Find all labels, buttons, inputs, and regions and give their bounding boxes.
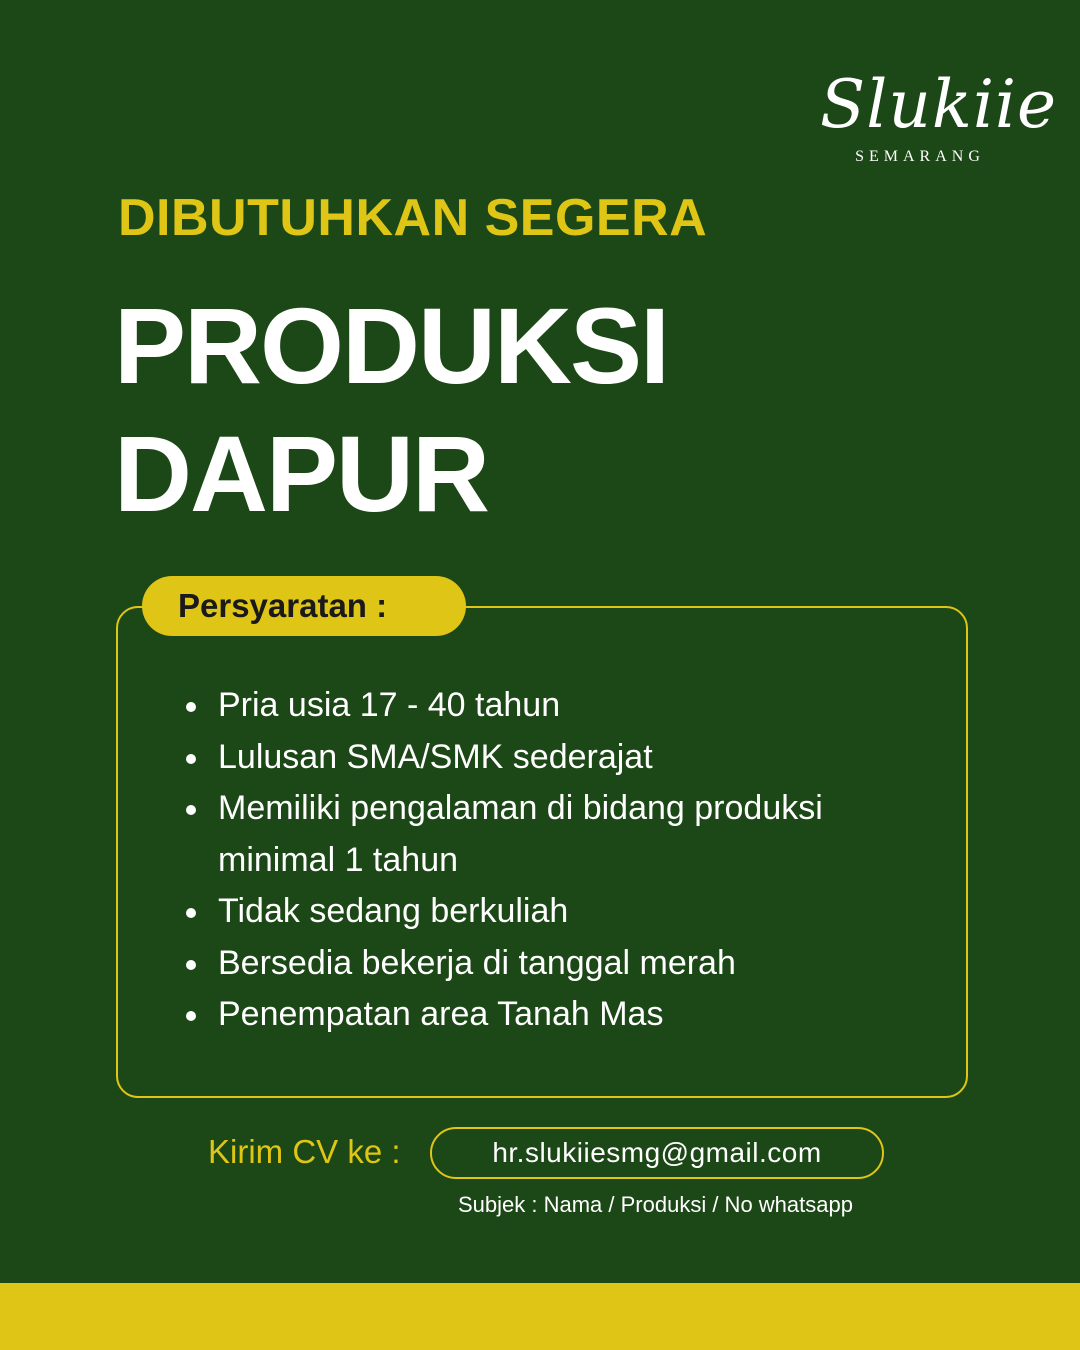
footer-band <box>0 1283 1080 1350</box>
email-subject-instructions: Subjek : Nama / Produksi / No whatsapp <box>458 1192 853 1217</box>
job-title <box>114 282 668 538</box>
brand-logo-wordmark: Slukiie <box>820 66 1058 143</box>
email-address-pill[interactable] <box>430 1127 884 1179</box>
requirement-item: Pria usia 17 - 40 tahun <box>180 680 940 732</box>
requirement-item: Memiliki pengalaman di bidang produksi minimal 1 tahun <box>180 783 940 886</box>
requirements-label-pill <box>142 576 466 636</box>
brand-logo <box>820 66 1058 166</box>
requirement-item: Tidak sedang berkuliah <box>180 886 940 938</box>
requirements-label: Persyaratan : <box>178 587 388 624</box>
requirements-list <box>180 680 940 1041</box>
email-address[interactable]: hr.slukiiesmg@gmail.com <box>492 1137 822 1168</box>
job-title-line-2: DAPUR <box>114 413 489 534</box>
send-cv-label: Kirim CV ke : <box>208 1133 401 1170</box>
job-title-line-1: PRODUKSI <box>114 285 669 406</box>
brand-logo-city: SEMARANG <box>855 148 985 165</box>
urgent-hiring-kicker: DIBUTUHKAN SEGERA <box>118 189 708 247</box>
requirement-item: Penempatan area Tanah Mas <box>180 989 940 1041</box>
requirement-item: Bersedia bekerja di tanggal merah <box>180 938 940 990</box>
requirement-item: Lulusan SMA/SMK sederajat <box>180 732 940 784</box>
